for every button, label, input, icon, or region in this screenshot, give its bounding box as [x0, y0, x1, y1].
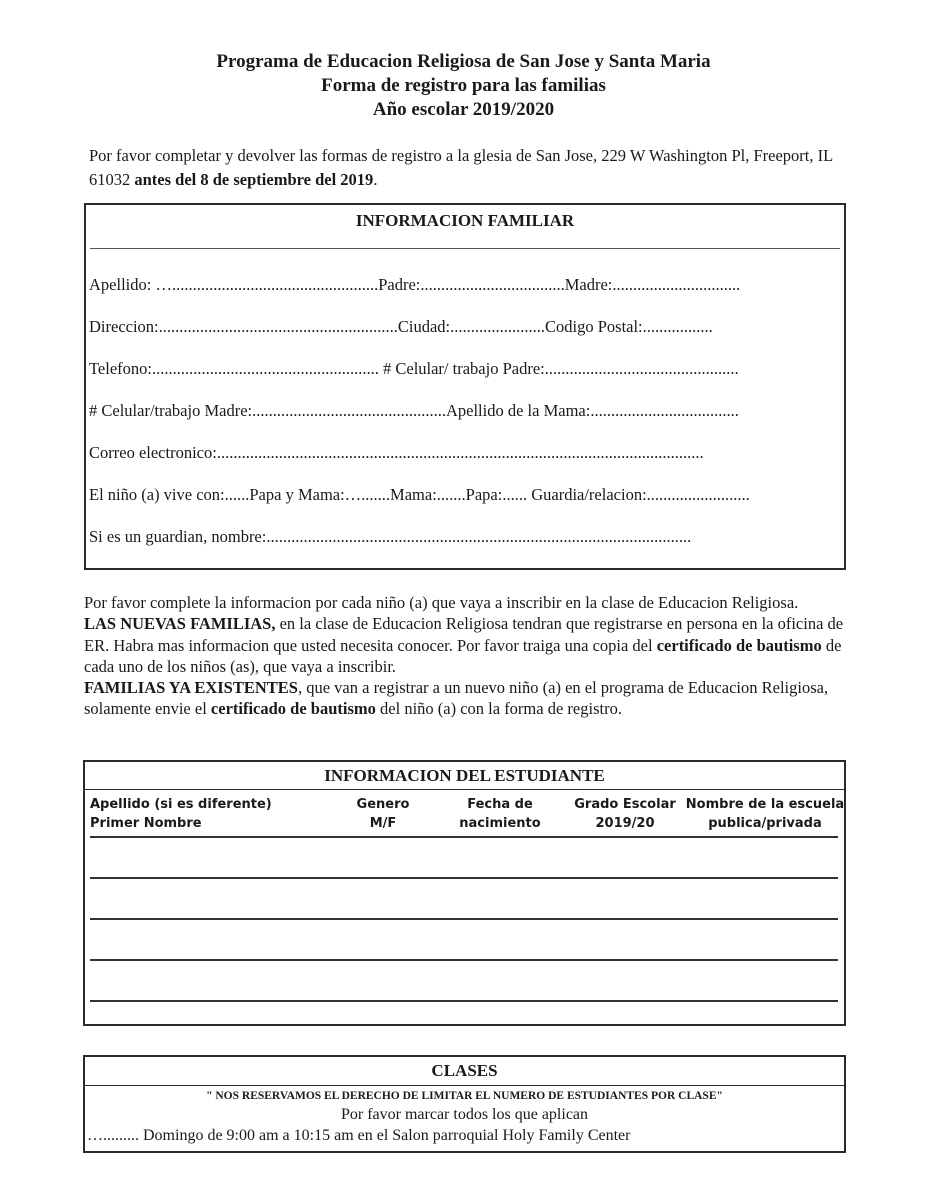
student-info-section: [83, 760, 846, 1026]
student-header-divider: [85, 789, 844, 790]
form-header: [0, 50, 927, 122]
classes-section: [83, 1055, 846, 1153]
instructions-para-1: Por favor complete la informacion por cada niño (a) que vaya a inscribir en la clase de Educacion Religiosa.: [84, 593, 799, 612]
student-entry-line-5[interactable]: [90, 1000, 838, 1002]
student-entry-line-3[interactable]: [90, 918, 838, 920]
instructions-para-3: [84, 677, 844, 720]
column-header-grade-line1: Grado Escolar: [574, 797, 676, 812]
existing-families-text: , que van a registrar a un nuevo niño (a) en el programa de Educacion Religiosa, solamente envie el: [84, 678, 829, 719]
column-header-name: [90, 795, 272, 833]
column-header-gender-line2: M/F: [369, 816, 397, 831]
instructions-block: [84, 592, 844, 720]
field-row-celular-madre-apellido-mama[interactable]: # Celular/trabajo Madre:...............................................Apellido de la Mama:....................................: [89, 401, 739, 420]
existing-families-text-end: del niño (a) con la forma de registro.: [375, 699, 622, 719]
new-families-text: en la clase de Educacion Religiosa tendran que registrarse en persona en la oficina de ER. Habra mas informacion que usted necesita conocer. Por favor traiga una copia del: [84, 614, 844, 655]
column-header-birthdate-line1: Fecha de: [467, 797, 533, 812]
student-entry-line-1[interactable]: [90, 836, 838, 838]
field-row-direccion-ciudad-codigo[interactable]: Direccion:..........................................................Ciudad:.......................Codigo Postal:.................: [89, 317, 713, 336]
baptism-cert-label-2: certificado de bautismo: [210, 699, 376, 719]
family-info-divider: [90, 248, 840, 249]
existing-families-label: FAMILIAS YA EXISTENTES: [84, 678, 298, 698]
new-families-text-end: de cada uno de los niños (as), que vaya a inscribir.: [84, 635, 842, 676]
student-info-title: INFORMACION DEL ESTUDIANTE: [324, 766, 605, 785]
column-header-birthdate: [450, 795, 550, 833]
column-header-school-line2: publica/privada: [708, 816, 822, 831]
column-header-gender: [343, 795, 423, 833]
column-header-gender-line1: Genero: [356, 797, 410, 812]
school-year-title: Año escolar 2019/2020: [372, 99, 555, 120]
new-families-label: LAS NUEVAS FAMILIAS,: [84, 614, 276, 634]
form-title: Forma de registro para las familias: [321, 75, 606, 96]
classes-notice: " NOS RESERVAMOS EL DERECHO DE LIMITAR EL NUMERO DE ESTUDIANTES POR CLASE": [206, 1090, 723, 1102]
column-header-school: [685, 795, 845, 833]
field-row-apellido-padre-madre[interactable]: Apellido: …..................................................Padre:...................................Madre:...............................: [89, 275, 741, 294]
baptism-cert-label: certificado de bautismo: [656, 635, 822, 655]
student-entry-line-2[interactable]: [90, 877, 838, 879]
column-header-birthdate-line2: nacimiento: [459, 816, 541, 831]
class-option-sunday: [87, 1127, 846, 1145]
column-header-grade: [565, 795, 685, 833]
class-option-checkbox[interactable]: ….........: [87, 1127, 139, 1144]
field-row-guardian-nombre[interactable]: Si es un guardian, nombre:.......................................................................................................: [89, 527, 692, 546]
column-header-grade-line2: 2019/20: [595, 816, 655, 831]
intro-deadline: antes del 8 de septiembre del 2019: [134, 170, 374, 189]
classes-divider: [85, 1085, 844, 1086]
student-entry-line-4[interactable]: [90, 959, 838, 961]
class-option-label: Domingo de 9:00 am a 10:15 am en el Salon parroquial Holy Family Center: [139, 1127, 631, 1144]
field-row-telefono-celular-padre[interactable]: Telefono:....................................................... # Celular/ trabajo Padre:...............................................: [89, 359, 739, 378]
family-info-title: INFORMACION FAMILIAR: [355, 211, 575, 230]
intro-paragraph: [89, 144, 849, 192]
column-header-name-line2: Primer Nombre: [90, 816, 202, 831]
program-title: Programa de Educacion Religiosa de San Jose y Santa Maria: [216, 51, 711, 72]
field-row-vive-con[interactable]: El niño (a) vive con:......Papa y Mama:….......Mama:.......Papa:...... Guardia/relacion:.........................: [89, 485, 750, 504]
family-info-section: [84, 203, 846, 570]
field-row-correo[interactable]: Correo electronico:......................................................................................................................: [89, 443, 704, 462]
instructions-para-2: [84, 613, 844, 677]
classes-title: CLASES: [431, 1061, 498, 1080]
intro-period: .: [373, 170, 378, 189]
column-header-name-line1: Apellido (si es diferente): [90, 797, 272, 812]
classes-instruction: Por favor marcar todos los que aplican: [340, 1106, 589, 1123]
intro-text: Por favor completar y devolver las formas de registro a la glesia de San Jose, 229 W Washington Pl, Freeport, IL 61032: [89, 146, 833, 189]
column-header-school-line1: Nombre de la escuela: [685, 797, 845, 812]
